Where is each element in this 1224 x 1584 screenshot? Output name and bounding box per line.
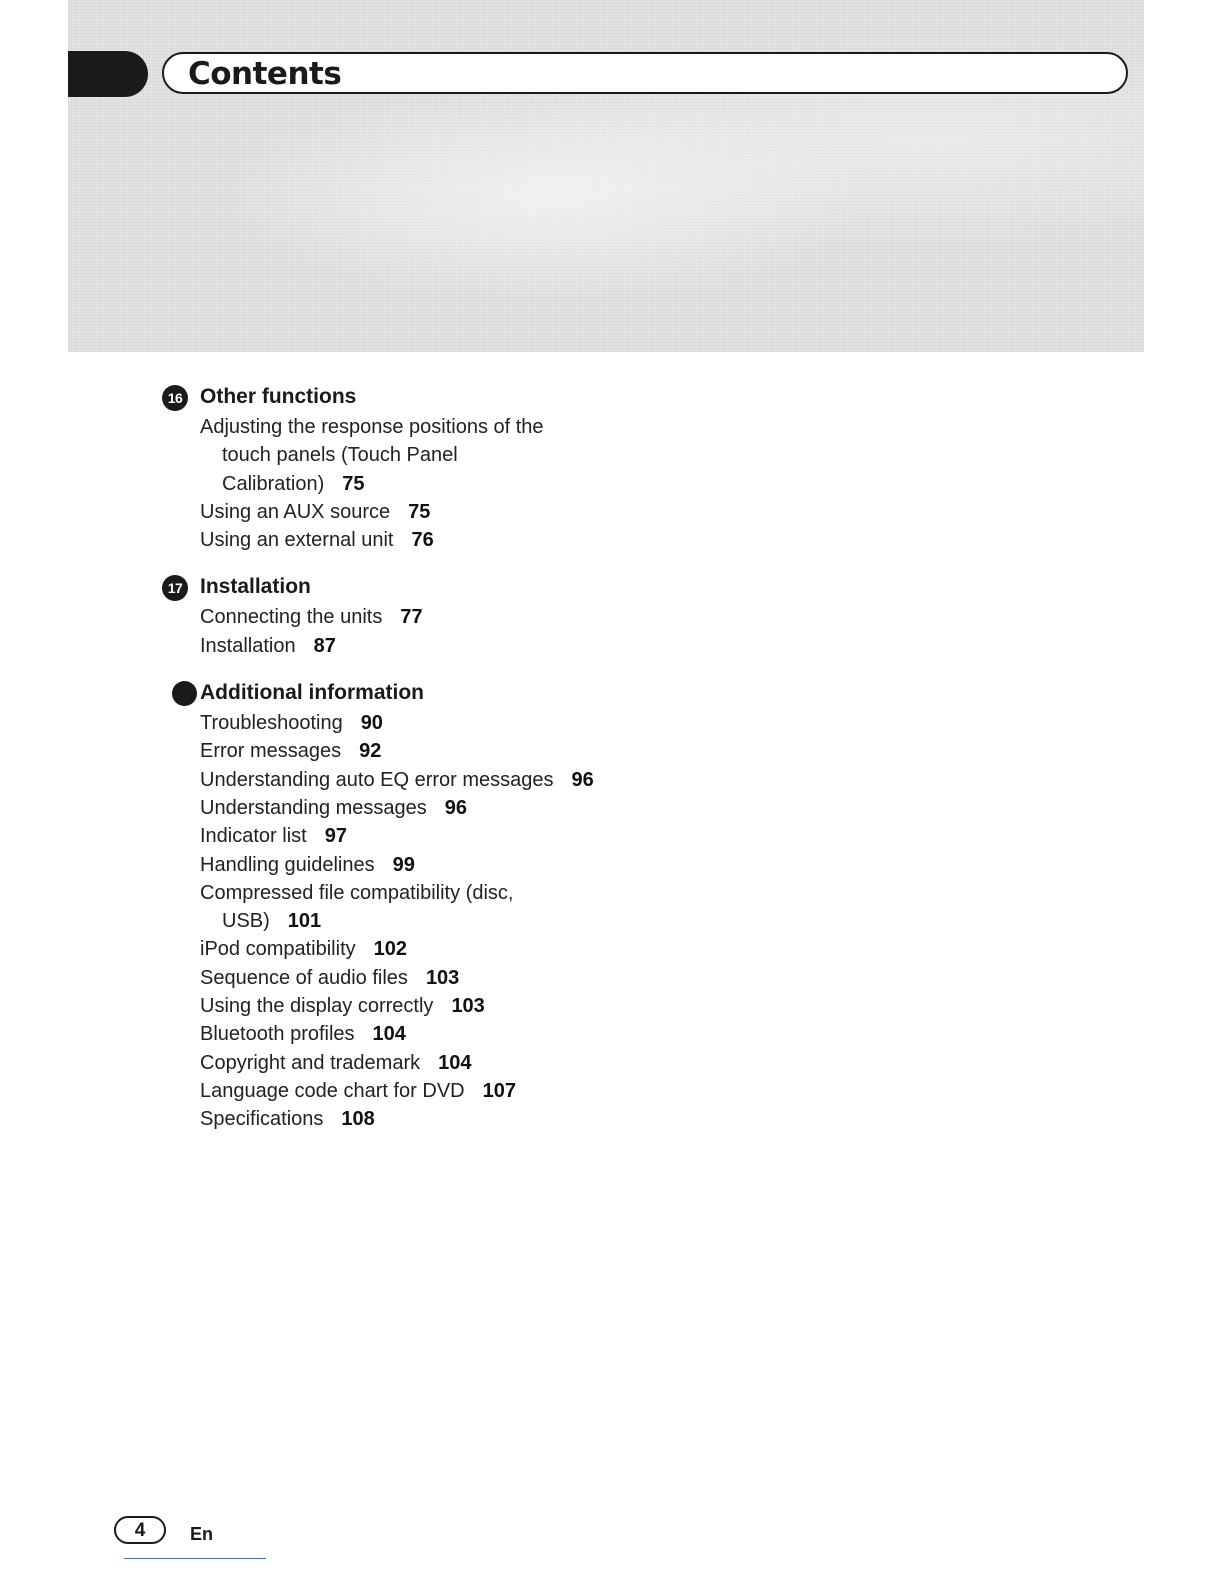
toc-entry[interactable] (200, 603, 840, 631)
toc-entry-text: Using the display correctly (200, 995, 434, 1018)
section-title: Additional information (200, 681, 424, 705)
toc-page-number: 103 (425, 966, 460, 989)
toc-entry-text: Indicator list (200, 825, 307, 848)
toc-section (160, 677, 800, 1133)
toc-entry[interactable] (200, 794, 840, 822)
toc-entry[interactable] (200, 526, 840, 554)
toc-entry[interactable] (200, 737, 840, 765)
toc-entry-text: Calibration) (222, 472, 325, 495)
toc-entry-text: Language code chart for DVD (200, 1079, 465, 1102)
toc-entry-text: Adjusting the response positions of the (200, 416, 544, 438)
toc-page-number: 102 (373, 938, 407, 961)
language-code: En (190, 1524, 214, 1544)
table-of-contents (160, 381, 800, 1151)
toc-entry[interactable] (200, 1077, 840, 1105)
toc-entry[interactable] (200, 822, 840, 850)
toc-entry[interactable] (200, 709, 840, 737)
section-title: Installation (200, 575, 311, 599)
section-title: Other functions (200, 385, 357, 408)
toc-page-number: 92 (359, 740, 382, 763)
page-title: Contents (188, 56, 342, 92)
toc-entry-text: Troubleshooting (200, 712, 343, 735)
title-pill (162, 52, 1128, 94)
toc-page-number: 87 (313, 634, 336, 657)
section-heading[interactable] (160, 571, 800, 603)
toc-entry-text: Installation (200, 634, 296, 657)
section-heading[interactable] (160, 677, 800, 709)
toc-entry-text: iPod compatibility (200, 938, 356, 961)
toc-entry[interactable] (200, 766, 840, 794)
toc-entry-text: Specifications (200, 1108, 324, 1131)
toc-entry-text: Understanding messages (200, 796, 427, 819)
section-heading[interactable] (160, 381, 800, 413)
toc-entry-text: USB) (222, 910, 270, 933)
toc-entry-text: Connecting the units (200, 606, 383, 629)
toc-page-number: 96 (571, 768, 594, 791)
toc-page-number: 108 (341, 1108, 375, 1131)
toc-entry-text: Compressed file compatibility (disc, (200, 881, 514, 904)
toc-entry-text: Copyright and trademark (200, 1051, 421, 1074)
toc-section (160, 381, 800, 554)
toc-page-number: 75 (408, 500, 431, 523)
toc-page-number: 103 (451, 995, 485, 1018)
toc-entry-text: Understanding auto EQ error messages (200, 768, 554, 791)
toc-entry[interactable] (200, 964, 840, 992)
section-number-badge: 17 (162, 575, 188, 601)
toc-page-number: 76 (411, 529, 434, 552)
chapter-tab (68, 51, 148, 97)
toc-page-number: 90 (360, 712, 383, 735)
toc-entry[interactable] (200, 851, 840, 879)
page-number: 4 (114, 1516, 166, 1544)
toc-section (160, 571, 800, 660)
toc-entry[interactable] (200, 1105, 840, 1133)
toc-page-number: 75 (342, 472, 365, 495)
section-number-badge: 16 (162, 385, 188, 411)
toc-entry[interactable] (200, 879, 840, 936)
footer-rule (124, 1558, 266, 1559)
toc-entry-text: Bluetooth profiles (200, 1023, 355, 1046)
toc-page-number: 107 (482, 1079, 516, 1102)
toc-page-number: 101 (287, 910, 322, 933)
toc-entry-text: Sequence of audio files (200, 966, 408, 989)
toc-page-number: 104 (372, 1023, 406, 1046)
toc-entry-text: touch panels (Touch Panel (222, 444, 458, 467)
toc-entry[interactable] (200, 1049, 840, 1077)
toc-entry[interactable] (200, 498, 840, 526)
section-number-badge (172, 681, 197, 706)
toc-entry-text: Handling guidelines (200, 853, 375, 876)
toc-page-number: 97 (324, 825, 347, 848)
toc-entry[interactable] (200, 632, 840, 660)
toc-entry[interactable] (200, 935, 840, 963)
toc-entry[interactable] (200, 1020, 840, 1048)
toc-entry[interactable] (200, 992, 840, 1020)
toc-entry-text: Error messages (200, 740, 342, 763)
toc-entry[interactable] (200, 413, 840, 498)
toc-entry-text: Using an AUX source (200, 500, 391, 523)
toc-page-number: 104 (438, 1051, 472, 1074)
toc-entry-text: Using an external unit (200, 529, 394, 552)
toc-page-number: 96 (444, 796, 468, 819)
toc-page-number: 99 (392, 853, 415, 876)
toc-page-number: 77 (400, 606, 423, 629)
